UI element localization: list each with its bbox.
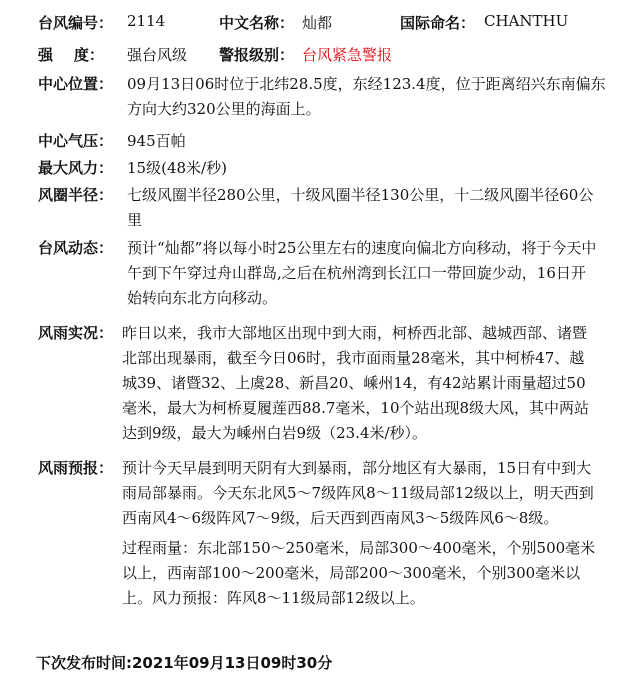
typhoon-number-label: 台风编号： [38, 14, 114, 32]
rain-observed-section [38, 321, 618, 446]
international-name-value: CHANTHU [484, 12, 569, 30]
center-position-text: 09月13日06时位于北纬28.5度，东经123.4度，位于距离绍兴东南偏东方向大约320公里的海面上。 [127, 75, 606, 118]
next-release-time: 下次发布时间:2021年09月13日09时30分 [36, 654, 333, 672]
rain-forecast-section [38, 456, 618, 641]
typhoon-dynamics-section [38, 236, 618, 311]
center-position-section [38, 72, 618, 122]
rain-observed-label: 风雨实况： [38, 324, 114, 342]
rain-forecast-label: 风雨预报： [38, 459, 114, 477]
typhoon-number-value: 2114 [127, 12, 166, 30]
center-pressure-text: 945百帕 [127, 132, 186, 150]
typhoon-dynamics-text: 预计“灿都”将以每小时25公里左右的速度向偏北方向移动，将于今天中午到下午穿过舟山群岛,之后在杭州湾到长江口一带回旋少动，16日开始转向东北方向移动。 [127, 239, 597, 307]
warning-level-value: 台风紧急警报 [302, 46, 393, 64]
rain-forecast-paragraph-1: 预计今天早晨到明天阴有大到暴雨，部分地区有大暴雨，15日有中到大雨局部暴雨。今天东北风5～7级阵风8～11级局部12级以上，明天西到西南风4～6级阵风7～9级，后天西到西南风3～5级阵风6～8级。 [122, 459, 594, 527]
rain-observed-text: 昨日以来，我市大部地区出现中到大雨，柯桥西北部、越城西部、诸暨北部出现暴雨，截至今日06时，我市面雨量28毫米，其中柯桥47、越城39、诸暨32、上虞28、新昌20、嵊州14，有42站累计雨量超过50毫米，最大为柯桥夏履莲西88.7毫米，10个站出现8级大风，其中两站达到9级，最大为嵊州白岩9级（23.4米/秒）。 [122, 324, 590, 442]
wind-radius-section [38, 183, 618, 233]
center-pressure-label: 中心气压： [38, 132, 114, 150]
chinese-name-value: 灿都 [302, 14, 333, 32]
wind-radius-label: 风圈半径： [38, 186, 114, 204]
wind-radius-text: 七级风圈半径280公里，十级风圈半径130公里，十二级风圈半径60公里 [127, 186, 594, 229]
max-wind-label: 最大风力： [38, 159, 114, 177]
rain-forecast-text [122, 456, 598, 611]
strength-value: 强台风级 [127, 46, 188, 64]
international-name-label: 国际命名： [400, 14, 476, 32]
strength-label: 强 度： [38, 46, 104, 64]
warning-level-label: 警报级别： [219, 46, 295, 64]
center-position-label: 中心位置： [38, 75, 114, 93]
center-pressure-section [38, 129, 618, 154]
chinese-name-label: 中文名称： [219, 14, 295, 32]
typhoon-dynamics-label: 台风动态： [38, 239, 114, 257]
max-wind-text: 15级(48米/秒) [127, 159, 227, 177]
max-wind-section [38, 156, 618, 181]
rain-forecast-paragraph-2: 过程雨量：东北部150～250毫米，局部300～400毫米，个别500毫米以上，西南部100～200毫米，局部200～300毫米，个别300毫米以上。风力预报：阵风8～11级局部12级以上。 [122, 539, 596, 607]
